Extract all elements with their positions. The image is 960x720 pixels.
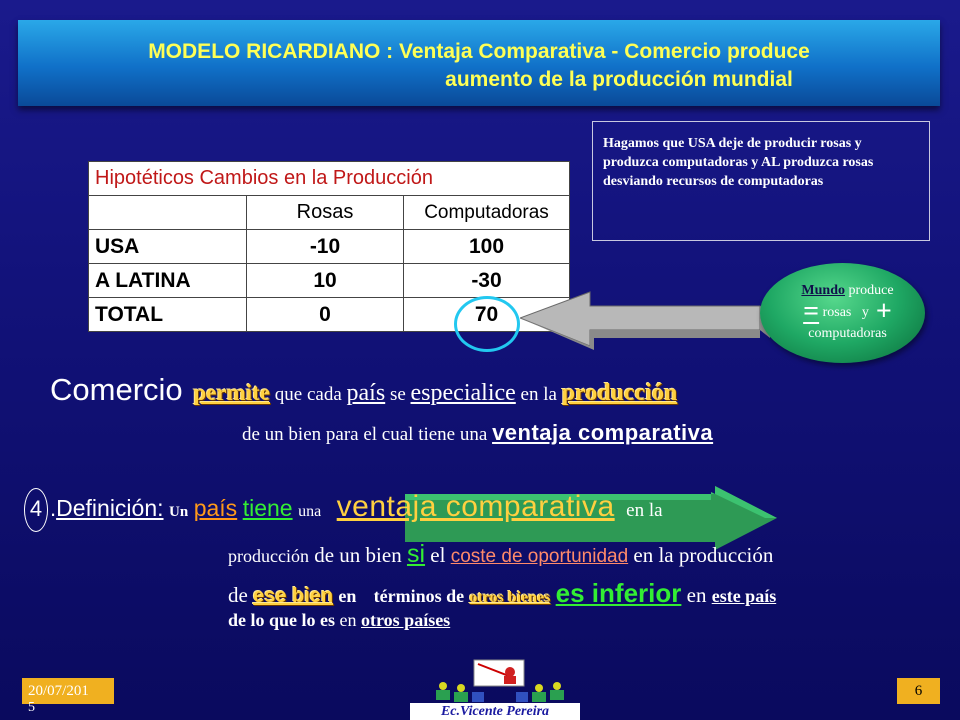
tiene-word: tiene	[242, 495, 293, 521]
table-row	[89, 264, 570, 298]
table-cell: USA	[89, 230, 247, 264]
text-fragment: de un bien	[314, 543, 402, 567]
produce-label: produce	[848, 283, 894, 298]
definition-line-3	[228, 578, 776, 609]
table-cell: TOTAL	[89, 298, 247, 332]
equals-sign: =	[803, 296, 820, 327]
title-line-2: aumento de la producción mundial	[445, 68, 793, 91]
text-fragment: una	[298, 503, 322, 520]
text-fragment: Un	[169, 504, 189, 520]
plus-sign: +	[875, 296, 892, 327]
text-fragment: .	[50, 496, 57, 521]
definicion-label: Definición:	[56, 495, 164, 521]
table-cell: 100	[404, 230, 570, 264]
slide-number: 6	[897, 678, 940, 704]
mundo-label: Mundo	[801, 283, 845, 298]
text-fragment: en la	[626, 500, 663, 521]
text-fragment: en	[338, 586, 357, 606]
este-pais-phrase: este país	[711, 586, 777, 606]
ventaja-comparativa-phrase: ventaja comparativa	[336, 490, 615, 523]
rosas-label: rosas	[822, 305, 852, 320]
especialice-word: especialice	[410, 380, 516, 406]
sentence-1-line-1	[50, 372, 677, 408]
slide-title	[18, 20, 940, 106]
sentence-1-line-2	[242, 420, 713, 446]
note-box: Hagamos que USA deje de producir rosas y produzca computadoras y AL produzca rosas desviando recursos de computadoras	[592, 121, 930, 241]
footer-date: 20/07/201	[22, 678, 114, 704]
table-cell: 70	[404, 298, 570, 332]
ventaja-comparativa-phrase: ventaja comparativa	[492, 420, 714, 445]
y-label: y	[861, 305, 869, 320]
table-cell: A LATINA	[89, 264, 247, 298]
pais-word: país	[193, 495, 238, 521]
si-word: si	[406, 540, 426, 568]
author-label: Ec.Vicente Pereira	[410, 703, 580, 720]
table-header-cell	[89, 196, 247, 230]
comercio-word: Comercio	[50, 372, 183, 407]
table-header-row	[89, 196, 570, 230]
text-fragment: de	[228, 583, 248, 607]
text-fragment: en la producción	[633, 543, 774, 567]
highlight-circle	[454, 296, 520, 352]
text-fragment: de un bien para el cual tiene una	[242, 424, 488, 445]
text-fragment: producción	[228, 546, 309, 566]
computadoras-label: computadoras	[808, 326, 887, 341]
otros-bienes-phrase: otros bienes	[469, 589, 551, 606]
text-fragment: en	[339, 610, 357, 630]
table-cell: 10	[247, 264, 404, 298]
table-caption: Hipotéticos Cambios en la Producción	[89, 162, 570, 196]
item-number: 4	[24, 488, 48, 532]
classroom-logo-icon	[432, 658, 572, 704]
ese-bien-phrase: ese bien	[253, 585, 334, 607]
table-header-cell: Rosas	[247, 196, 404, 230]
es-inferior-phrase: es inferior	[555, 578, 682, 608]
table-cell: -30	[404, 264, 570, 298]
table-cell: -10	[247, 230, 404, 264]
footer-date-tail: 5	[28, 700, 35, 715]
text-fragment: se	[389, 384, 406, 405]
pais-word: país	[346, 380, 386, 406]
text-fragment: en la	[520, 384, 557, 405]
text-fragment: el	[430, 543, 446, 567]
otros-paises-phrase: otros países	[361, 610, 451, 630]
permite-word: permite	[193, 380, 271, 405]
left-block-arrow-icon	[520, 290, 770, 354]
text-fragment: términos de	[373, 586, 465, 606]
definition-line-2	[228, 540, 773, 569]
text-fragment: en	[686, 583, 707, 607]
table-header-cell: Computadoras	[404, 196, 570, 230]
globe-text	[760, 280, 935, 344]
table-row	[89, 230, 570, 264]
text-fragment: que cada	[274, 384, 342, 405]
definition-line-1	[24, 488, 663, 532]
table-caption-row	[89, 162, 570, 196]
text-fragment: de lo que lo es	[228, 610, 336, 630]
definition-line-4	[228, 610, 450, 631]
coste-oportunidad-phrase: coste de oportunidad	[450, 546, 629, 567]
produccion-word: producción	[561, 380, 678, 406]
table-cell: 0	[247, 298, 404, 332]
title-line-1: MODELO RICARDIANO : Ventaja Comparativa - Comercio produce	[148, 40, 810, 63]
